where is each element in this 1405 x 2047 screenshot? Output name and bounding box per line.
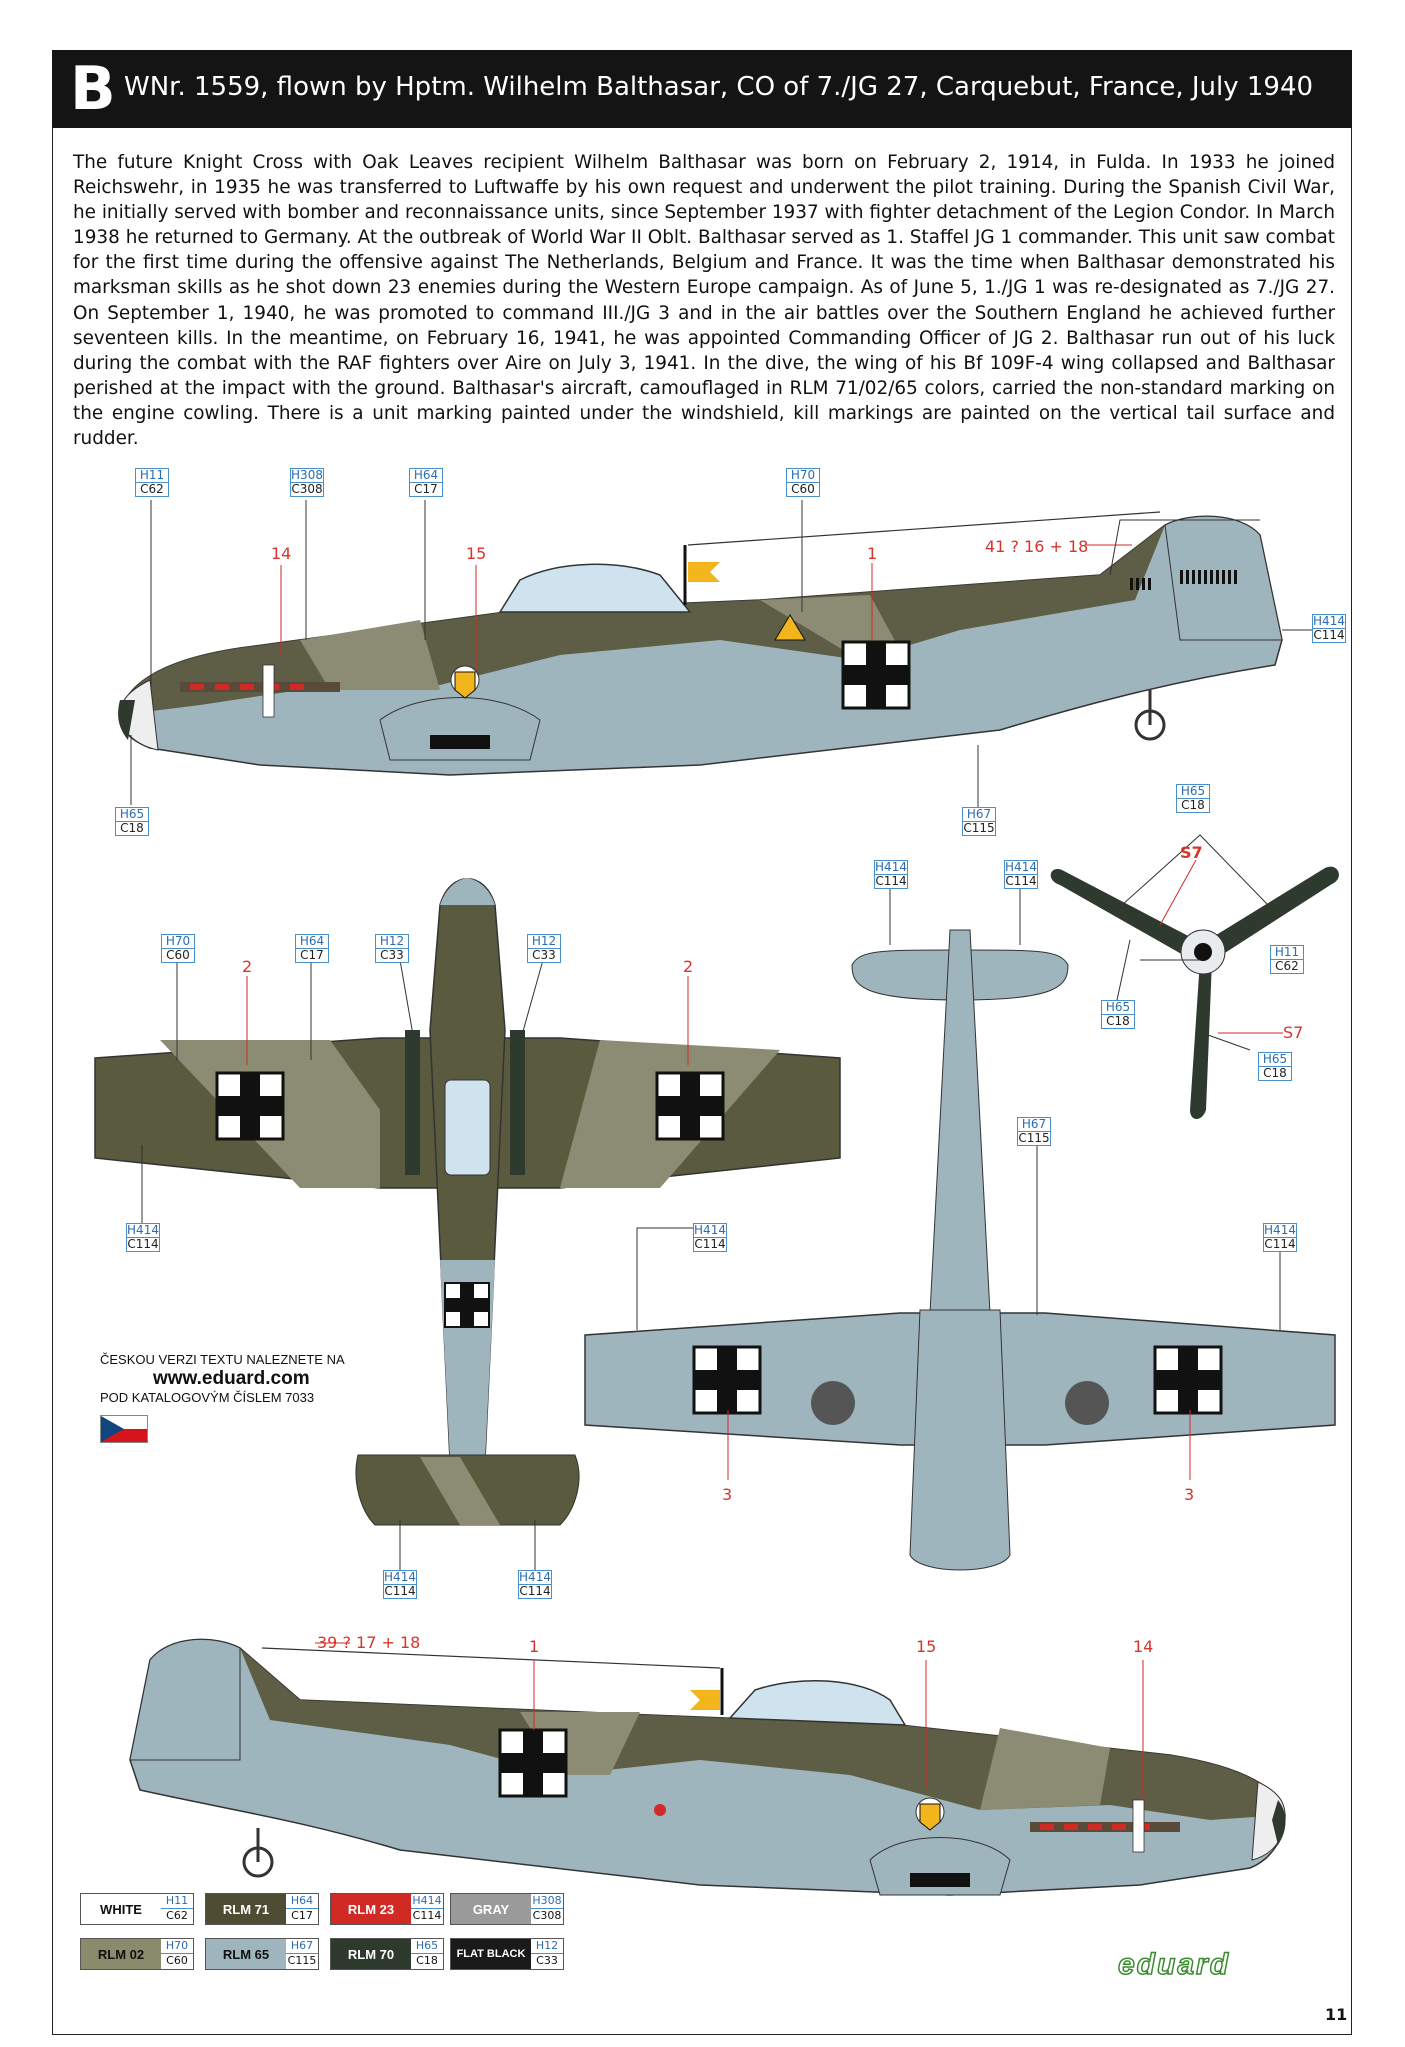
legend-rlm71: RLM 71 H64 C17	[205, 1893, 319, 1925]
legend-rlm23: RLM 23 H414 C114	[330, 1893, 444, 1925]
code-h64-c17: H64 C17	[409, 468, 443, 497]
code-h65-c18: H65 C18	[1101, 1000, 1135, 1029]
marking-3: 3	[722, 1485, 733, 1504]
code-h414-c114: H414 C114	[1313, 614, 1345, 642]
swatch-label: GRAY	[451, 1894, 531, 1924]
code-h12-c33: H12 C33	[527, 934, 561, 963]
code-h414-c114: H414 C114	[875, 860, 907, 888]
description-text: The future Knight Cross with Oak Leaves recipient Wilhelm Balthasar was born on February 2, 1914, in Fulda. In 1933 he joined Reichswehr, in 1935 he was transferred to Luftwaffe by his own request and underwent the pilot training. During the Spanish Civil War, he initially served with bomber and reconnaissance units, since September 1937 with fighter detachment of the Legion Condor. In March 1938 he returned to Germany. At the outbreak of World War II Oblt. Balthasar served as 1. Staffel JG 1 commander. This unit saw combat for the first time during the offensive against The Netherlands, Belgium and France. It was the time when Balthasar demonstrated his marksman skills as he shot down 23 enemies during the Western Europe campaign. As of June 5, 1./JG 1 was re-designated as 7./JG 27. On September 1, 1940, he was promoted to command III./JG 3 and in the air battles over the Southern England he achieved further seventeen kills. In the meantime, on February 16, 1941, he was appointed Commanding Officer of JG 2. Balthasar run out of his luck during the combat with the RAF fighters over Aire on July 3, 1941. In the dive, the wing of his Bf 109F-4 wing collapsed and Balthasar perished at the impact with the ground. Balthasar's aircraft, camouflaged in RLM 71/02/65 colors, carried the non-standard marking on the engine cowling. There is a unit marking painted under the windshield, kill markings are painted on the vertical tail surface and rudder.	[73, 152, 1335, 450]
code-h414-c114: H414 C114	[127, 1223, 159, 1251]
marking-14: 14	[271, 544, 292, 563]
czech-flag-icon	[100, 1415, 148, 1443]
code-h308-c308: H308 C308	[291, 468, 323, 496]
eduard-url-link[interactable]: www.eduard.com	[153, 1368, 310, 1389]
kill-markings-left: 41 ? 16 + 18	[985, 537, 1089, 556]
marking-1: 1	[529, 1637, 540, 1656]
kill-markings-right: 39 ? 17 + 18	[317, 1633, 421, 1652]
side-view-left	[118, 512, 1282, 775]
czech-note-line1: ČESKOU VERZI TEXTU NALEZNETE NA	[100, 1352, 345, 1367]
czech-note-line3: POD KATALOGOVÝM ČÍSLEM 7033	[100, 1390, 315, 1405]
eduard-logo: eduard	[1118, 1948, 1231, 1981]
legend-flat-black: FLAT BLACK H12 C33	[450, 1938, 564, 1970]
swatch-label: FLAT BLACK	[451, 1939, 531, 1969]
swatch-label: RLM 02	[81, 1939, 161, 1969]
profile-title: WNr. 1559, flown by Hptm. Wilhelm Balthasar, CO of 7./JG 27, Carquebut, France, July 1940	[124, 72, 1314, 102]
code-h67-c115: H67 C115	[1018, 1117, 1050, 1145]
legend-gray: GRAY H308 C308	[450, 1893, 564, 1925]
code-h70-c60: H70 C60	[786, 468, 820, 497]
swatch-label: RLM 70	[331, 1939, 411, 1969]
marking-s7: S7	[1180, 843, 1203, 862]
code-h414-c114: H414 C114	[694, 1223, 726, 1251]
legend-rlm02: RLM 02 H70 C60	[80, 1938, 194, 1970]
code-h67-c115: H67 C115	[963, 807, 995, 835]
marking-1: 1	[867, 544, 878, 563]
code-h12-c33: H12 C33	[375, 934, 409, 963]
code-h64-c17: H64 C17	[295, 934, 329, 963]
code-h11-c62: H11 C62	[135, 468, 169, 497]
side-view-right	[130, 1639, 1286, 1895]
swatch-label: RLM 71	[206, 1894, 286, 1924]
code-h414-c114: H414 C114	[1005, 860, 1037, 888]
marking-s7: S7	[1283, 1023, 1304, 1042]
marking-2: 2	[242, 957, 253, 976]
marking-15: 15	[466, 544, 487, 563]
page-number: 11	[1325, 2005, 1348, 2024]
code-h11-c62: H11 C62	[1270, 945, 1304, 974]
marking-2: 2	[683, 957, 694, 976]
swatch-label: WHITE	[81, 1894, 161, 1924]
legend-rlm70: RLM 70 H65 C18	[330, 1938, 444, 1970]
propeller-view	[1051, 835, 1339, 1119]
code-h65-c18: H65 C18	[115, 807, 149, 836]
code-h414-c114: H414 C114	[519, 1570, 551, 1598]
czech-version-note	[100, 1352, 420, 1406]
code-h65-c18: H65 C18	[1176, 784, 1210, 813]
legend-white: WHITE H11 C62	[80, 1893, 194, 1925]
code-h70-c60: H70 C60	[161, 934, 195, 963]
legend-rlm65: RLM 65 H67 C115	[205, 1938, 319, 1970]
code-h65-c18: H65 C18	[1258, 1052, 1292, 1081]
marking-3: 3	[1184, 1485, 1195, 1504]
code-h414-c114: H414 C114	[1264, 1223, 1296, 1251]
marking-14: 14	[1133, 1637, 1154, 1656]
swatch-label: RLM 23	[331, 1894, 411, 1924]
swatch-label: RLM 65	[206, 1939, 286, 1969]
profile-letter: B	[70, 54, 116, 124]
marking-15: 15	[916, 1637, 937, 1656]
code-h414-c114: H414 C114	[384, 1570, 416, 1598]
